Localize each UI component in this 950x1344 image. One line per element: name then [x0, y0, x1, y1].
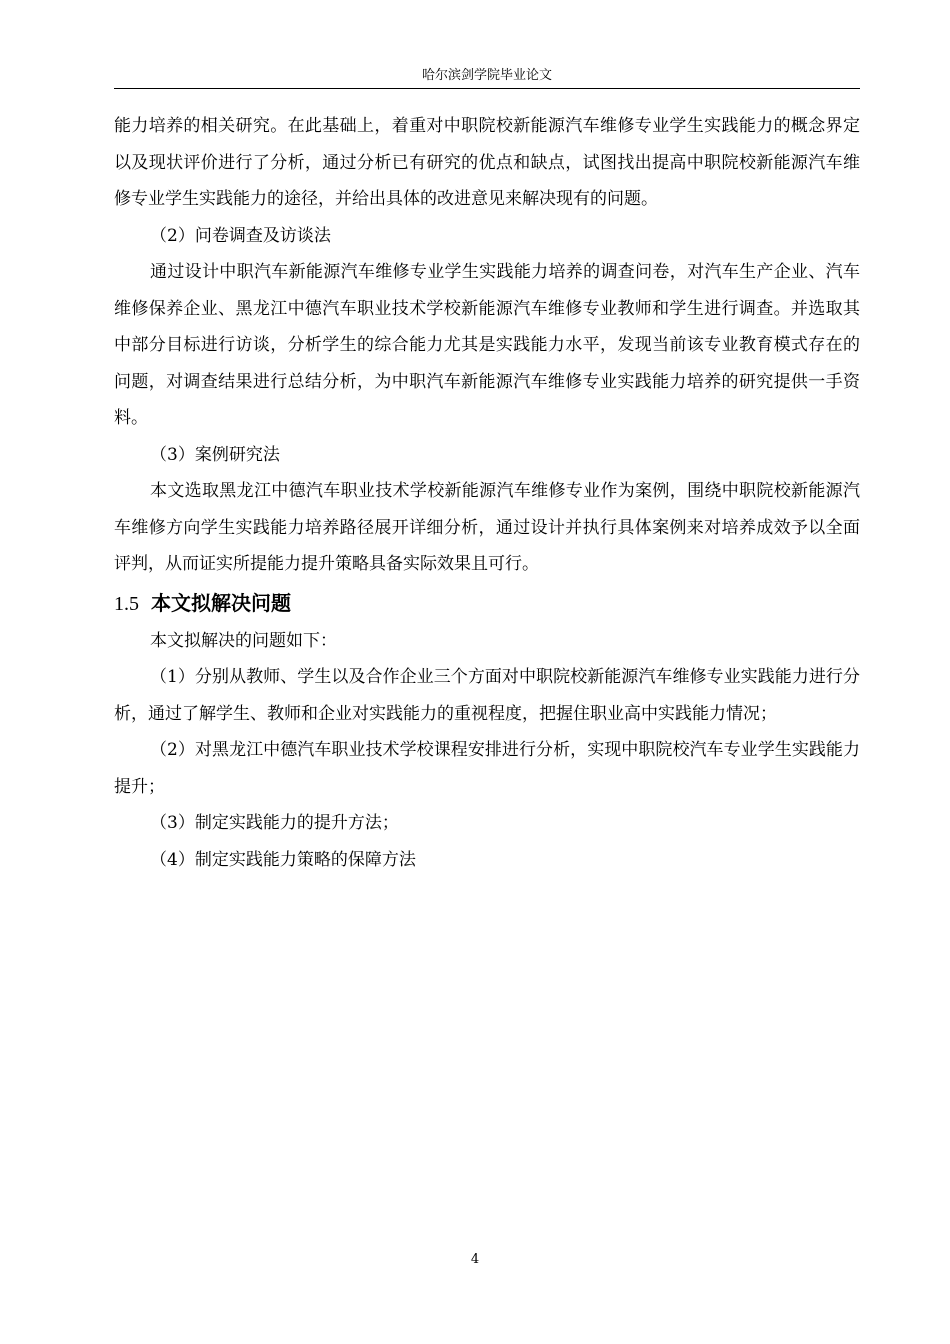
problem-item-4: （4）制定实践能力策略的保障方法	[150, 849, 416, 870]
section-number: 1.5	[114, 592, 139, 615]
section-title: 本文拟解决问题	[151, 590, 291, 615]
problems-intro: 本文拟解决的问题如下：	[150, 630, 337, 651]
problem-item-2: （2）对黑龙江中德汽车职业技术学校课程安排进行分析，实现中职院校汽车专业学生实践能力提升；	[114, 740, 860, 797]
problem-item-1: （1）分别从教师、学生以及合作企业三个方面对中职院校新能源汽车维修专业实践能力进行分析，通过了解学生、教师和企业对实践能力的重视程度，把握住职业高中实践能力情况；	[114, 667, 860, 724]
page-body	[114, 108, 860, 878]
method-2-title: （2）问卷调查及访谈法	[150, 225, 331, 246]
page-header	[114, 64, 860, 89]
header-title: 哈尔滨剑学院毕业论文	[421, 68, 552, 83]
method-3-text: 本文选取黑龙江中德汽车职业技术学校新能源汽车维修专业作为案例，围绕中职院校新能源汽车维修方向学生实践能力培养路径展开详细分析，通过设计并执行具体案例来对培养成效予以全面评判，从而证实所提能力提升策略具备实际效果且可行。	[114, 481, 860, 574]
paragraph-continued: 能力培养的相关研究。在此基础上，着重对中职院校新能源汽车维修专业学生实践能力的概念界定以及现状评价进行了分析，通过分析已有研究的优点和缺点，试图找出提高中职院校新能源汽车维修专业学生实践能力的途径，并给出具体的改进意见来解决现有的问题。	[114, 116, 860, 209]
problem-item-3: （3）制定实践能力的提升方法；	[150, 813, 399, 833]
method-3-title: （3）案例研究法	[150, 444, 280, 465]
page-number: 4	[470, 1252, 480, 1267]
section-heading	[114, 583, 860, 623]
method-2-text: 通过设计中职汽车新能源汽车维修专业学生实践能力培养的调查问卷，对汽车生产企业、汽车维修保养企业、黑龙江中德汽车职业技术学校新能源汽车维修专业教师和学生进行调查。并选取其中部分目标进行访谈，分析学生的综合能力尤其是实践能力水平，发现当前该专业教育模式存在的问题，对调查结果进行总结分析，为中职汽车新能源汽车维修专业实践能力培养的研究提供一手资料。	[114, 262, 860, 428]
